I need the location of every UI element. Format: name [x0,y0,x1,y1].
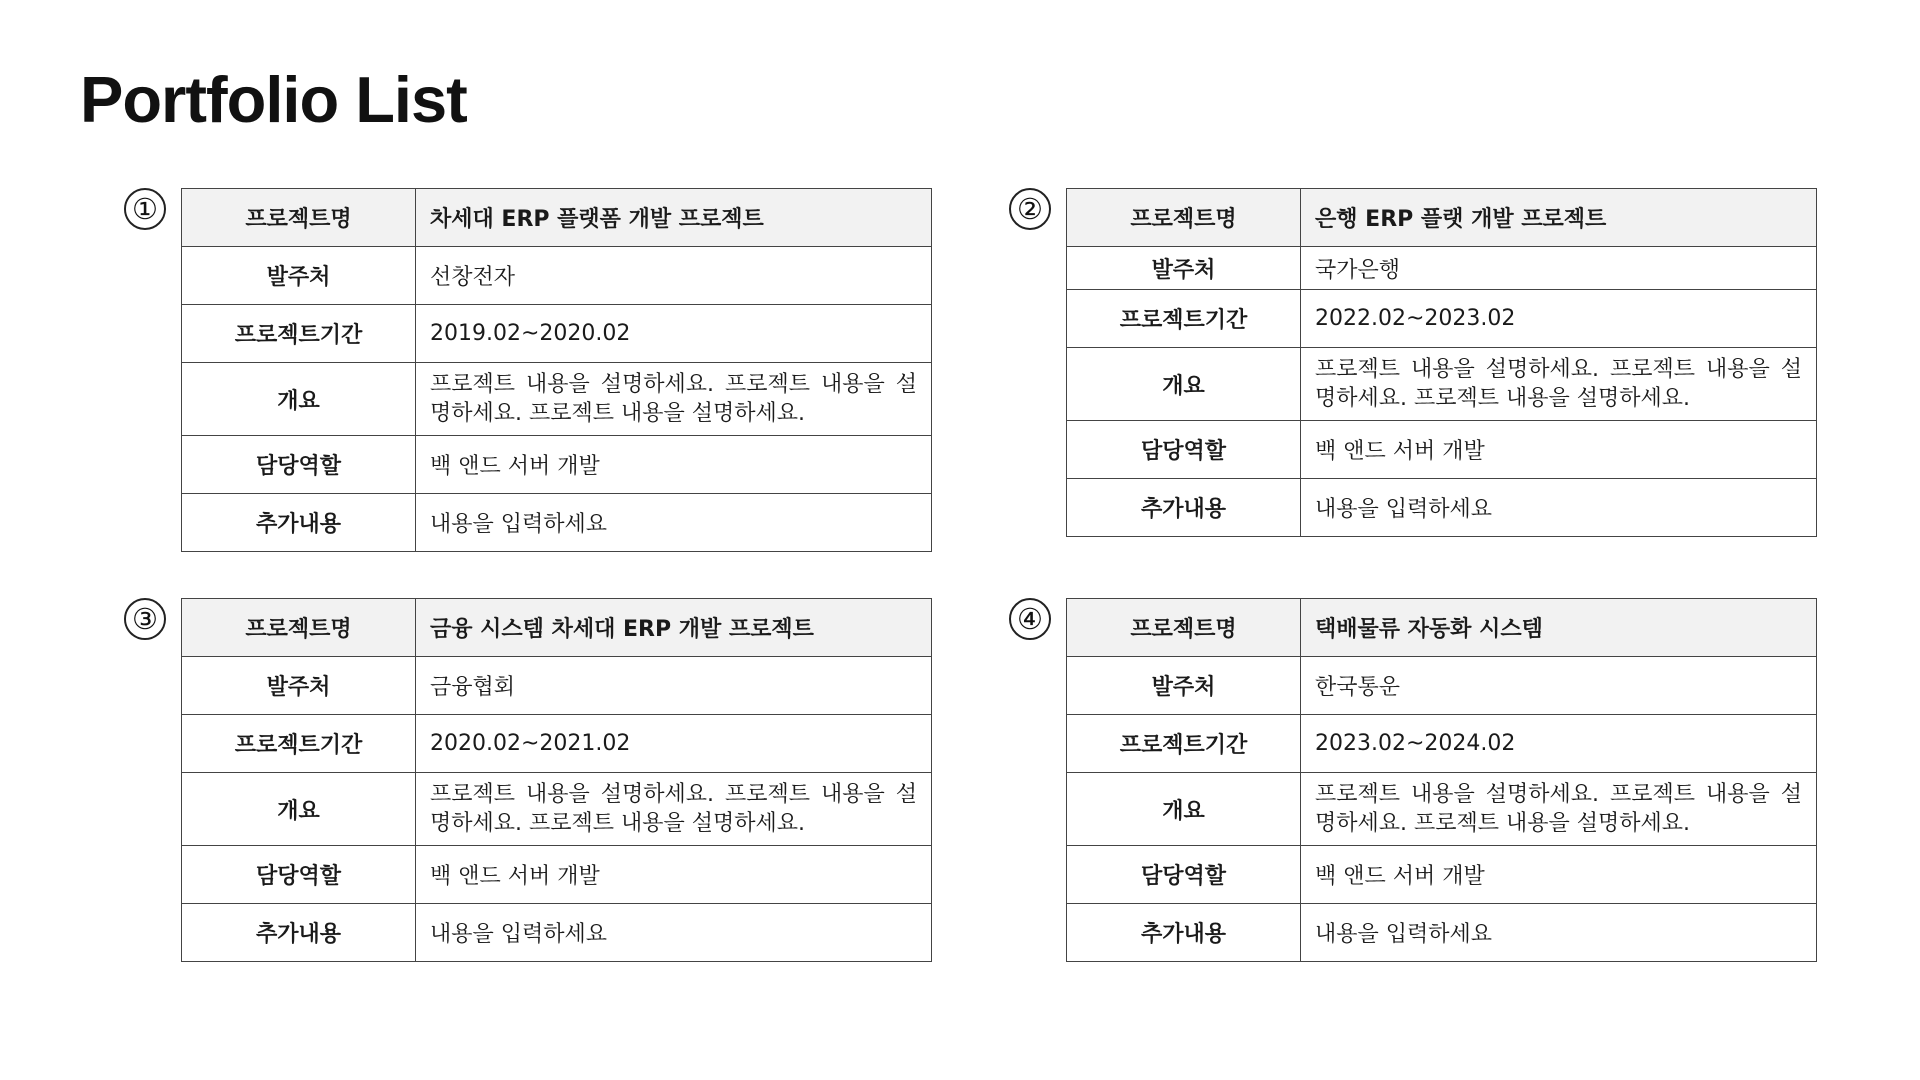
project-extra: 내용을 입력하세요 [1301,479,1817,537]
project-period: 2019.02~2020.02 [416,305,932,363]
label-client: 발주처 [1067,657,1301,715]
label-role: 담당역할 [182,846,416,904]
project-extra: 내용을 입력하세요 [416,494,932,552]
label-period: 프로젝트기간 [182,305,416,363]
project-role: 백 앤드 서버 개발 [1301,846,1817,904]
label-role: 담당역할 [1067,846,1301,904]
table-row [1067,189,1817,247]
project-name: 금융 시스템 차세대 ERP 개발 프로젝트 [416,599,932,657]
label-extra: 추가내용 [1067,904,1301,962]
project-role: 백 앤드 서버 개발 [1301,421,1817,479]
project-client: 금융협회 [416,657,932,715]
card-number-badge: ③ [124,598,166,640]
label-overview: 개요 [1067,348,1301,421]
label-extra: 추가내용 [1067,479,1301,537]
table-row [1067,846,1817,904]
label-extra: 추가내용 [182,494,416,552]
table-row [1067,348,1817,421]
label-project-name: 프로젝트명 [182,189,416,247]
label-client: 발주처 [182,247,416,305]
page-title: Portfolio List [80,63,467,136]
project-extra: 내용을 입력하세요 [1301,904,1817,962]
label-overview: 개요 [1067,773,1301,846]
table-row [182,846,932,904]
project-name: 택배물류 자동화 시스템 [1301,599,1817,657]
label-overview: 개요 [182,363,416,436]
project-client: 국가은행 [1301,247,1817,290]
project-role: 백 앤드 서버 개발 [416,436,932,494]
table-row [182,773,932,846]
project-client: 선창전자 [416,247,932,305]
table-row [182,189,932,247]
card-number-badge: ① [124,188,166,230]
label-project-name: 프로젝트명 [1067,189,1301,247]
table-row [182,247,932,305]
label-project-name: 프로젝트명 [1067,599,1301,657]
project-overview: 프로젝트 내용을 설명하세요. 프로젝트 내용을 설명하세요. 프로젝트 내용을 설명하세요. [1301,348,1817,421]
table-row [1067,773,1817,846]
card-number-badge: ② [1009,188,1051,230]
label-period: 프로젝트기간 [1067,715,1301,773]
table-row [1067,657,1817,715]
table-row [182,657,932,715]
project-name: 은행 ERP 플랫 개발 프로젝트 [1301,189,1817,247]
table-row [1067,421,1817,479]
project-overview: 프로젝트 내용을 설명하세요. 프로젝트 내용을 설명하세요. 프로젝트 내용을 설명하세요. [416,773,932,846]
card-number-badge: ④ [1009,598,1051,640]
label-period: 프로젝트기간 [182,715,416,773]
project-overview: 프로젝트 내용을 설명하세요. 프로젝트 내용을 설명하세요. 프로젝트 내용을 설명하세요. [1301,773,1817,846]
label-overview: 개요 [182,773,416,846]
project-overview: 프로젝트 내용을 설명하세요. 프로젝트 내용을 설명하세요. 프로젝트 내용을 설명하세요. [416,363,932,436]
table-row [182,715,932,773]
project-period: 2022.02~2023.02 [1301,290,1817,348]
label-extra: 추가내용 [182,904,416,962]
table-row [1067,247,1817,290]
label-project-name: 프로젝트명 [182,599,416,657]
project-extra: 내용을 입력하세요 [416,904,932,962]
project-table [181,598,932,962]
label-role: 담당역할 [182,436,416,494]
table-row [1067,904,1817,962]
table-row [182,305,932,363]
table-row [182,363,932,436]
table-row [1067,715,1817,773]
project-period: 2023.02~2024.02 [1301,715,1817,773]
table-row [1067,479,1817,537]
label-period: 프로젝트기간 [1067,290,1301,348]
label-client: 발주처 [1067,247,1301,290]
table-row [1067,599,1817,657]
project-role: 백 앤드 서버 개발 [416,846,932,904]
project-client: 한국통운 [1301,657,1817,715]
table-row [1067,290,1817,348]
table-row [182,599,932,657]
project-period: 2020.02~2021.02 [416,715,932,773]
label-client: 발주처 [182,657,416,715]
table-row [182,494,932,552]
table-row [182,436,932,494]
project-table [181,188,932,552]
label-role: 담당역할 [1067,421,1301,479]
project-table [1066,188,1817,537]
table-row [182,904,932,962]
project-table [1066,598,1817,962]
project-name: 차세대 ERP 플랫폼 개발 프로젝트 [416,189,932,247]
